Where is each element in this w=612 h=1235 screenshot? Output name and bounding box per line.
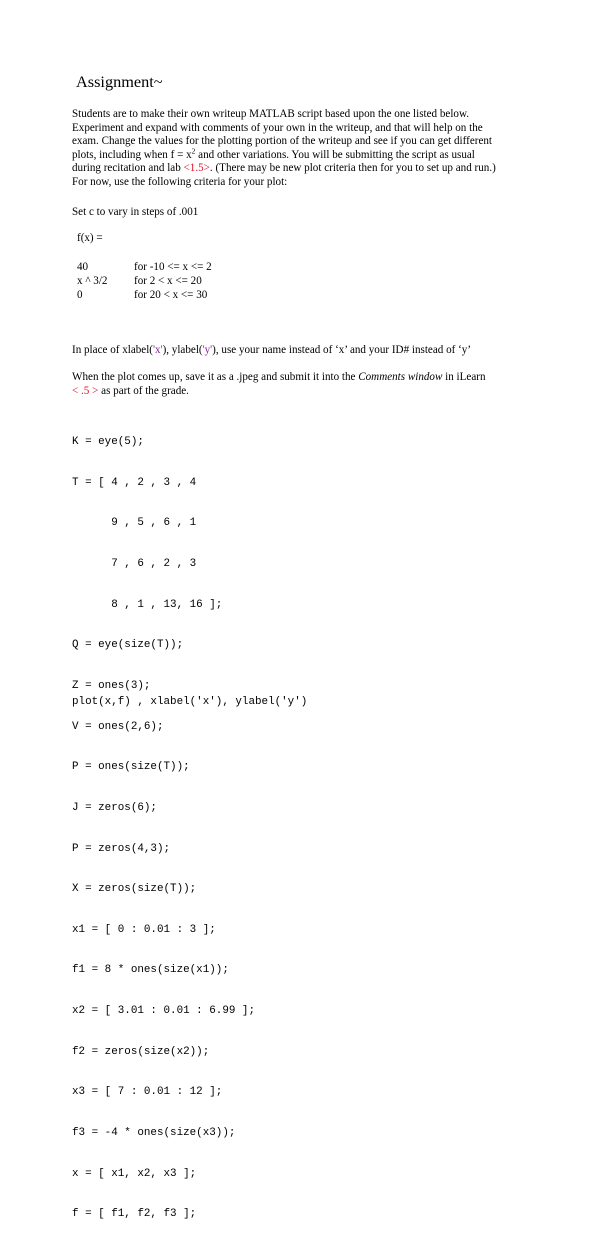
code-line: Z = ones(3); xyxy=(72,679,151,692)
xlabel-arg: 'x' xyxy=(153,344,163,356)
intro-line: For now, use the following criteria for your plot: xyxy=(72,175,288,188)
code-line: V = ones(2,6); xyxy=(72,720,164,733)
ylabel-arg: 'y' xyxy=(202,344,213,356)
comments-window-ref: Comments window xyxy=(358,371,443,383)
fx-label: f(x) = xyxy=(77,232,103,244)
intro-line: Experiment and expand with comments of your own in the writeup, and that will help on the xyxy=(72,121,483,134)
code-line: T = [ 4 , 2 , 3 , 4 xyxy=(72,476,197,489)
code-line: 9 , 5 , 6 , 1 xyxy=(72,517,197,530)
submit-line xyxy=(72,385,486,399)
points-highlight: <1.5> xyxy=(183,162,210,175)
points-highlight: < .5 > xyxy=(72,384,99,397)
intro-text: during recitation and lab xyxy=(72,162,184,175)
code-line: P = zeros(4,3); xyxy=(72,842,171,855)
code-line: Q = eye(size(T)); xyxy=(72,639,184,652)
code-line: x1 = [ 0 : 0.01 : 3 ]; xyxy=(72,923,216,936)
intro-paragraph xyxy=(72,108,496,190)
superscript: 2 xyxy=(191,146,196,156)
code-line: X = zeros(size(T)); xyxy=(72,883,197,896)
code-line: f2 = zeros(size(x2)); xyxy=(72,1045,210,1058)
piecewise-value: 40 xyxy=(77,261,89,273)
step-text: Set c to vary in steps of .001 xyxy=(72,206,199,218)
code-line: x2 = [ 3.01 : 0.01 : 6.99 ]; xyxy=(72,1005,255,1018)
intro-line: Students are to make their own writeup MATLAB script based upon the one listed below. xyxy=(72,108,470,120)
submit-text: in iLearn xyxy=(442,371,486,383)
code-line: x3 = [ 7 : 0.01 : 12 ]; xyxy=(72,1086,223,1099)
code-line: 8 , 1 , 13, 16 ]; xyxy=(72,598,223,611)
code-line: f1 = 8 * ones(size(x1)); xyxy=(72,964,229,977)
labels-text: ), use your name instead of ‘x’ and your ID# instead of ‘y’ xyxy=(212,344,472,356)
labels-text: In place of xlabel( xyxy=(72,344,154,356)
intro-text: and other variations. You will be submitting the script as usual xyxy=(195,148,475,161)
submit-text: as part of the grade. xyxy=(98,384,189,397)
intro-text: . (There may be new plot criteria then for you to set up and run.) xyxy=(209,162,496,175)
code-listing xyxy=(72,409,255,1235)
intro-line xyxy=(72,162,496,176)
code-line: f = [ f1, f2, f3 ]; xyxy=(72,1208,197,1221)
intro-line: exam. Change the values for the plotting portion of the writeup and see if you can get different xyxy=(72,135,492,148)
intro-line xyxy=(72,146,496,163)
code-line: K = eye(5); xyxy=(72,436,144,449)
code-line: J = zeros(6); xyxy=(72,801,157,814)
piecewise-value: 0 xyxy=(77,289,83,301)
piecewise-value: x ^ 3/2 xyxy=(77,275,108,287)
piecewise-condition: for 2 < x <= 20 xyxy=(134,275,202,287)
code-line: x = [ x1, x2, x3 ]; xyxy=(72,1167,197,1180)
labels-text: ), ylabel( xyxy=(162,344,203,356)
labels-instruction xyxy=(72,344,471,358)
page-title: Assignment~ xyxy=(76,72,163,91)
code-line: f3 = -4 * ones(size(x3)); xyxy=(72,1126,236,1139)
submit-text: When the plot comes up, save it as a .jpeg and submit it into the xyxy=(72,371,359,383)
plot-command: plot(x,f) , xlabel('x'), ylabel('y') xyxy=(72,696,308,708)
submit-instructions xyxy=(72,371,486,398)
piecewise-condition: for 20 < x <= 30 xyxy=(134,289,208,301)
piecewise-condition: for -10 <= x <= 2 xyxy=(134,261,212,273)
code-line: 7 , 6 , 2 , 3 xyxy=(72,558,197,571)
code-line: P = ones(size(T)); xyxy=(72,761,190,774)
submit-line xyxy=(72,371,486,385)
intro-text: plots, including when f = x xyxy=(72,148,192,161)
